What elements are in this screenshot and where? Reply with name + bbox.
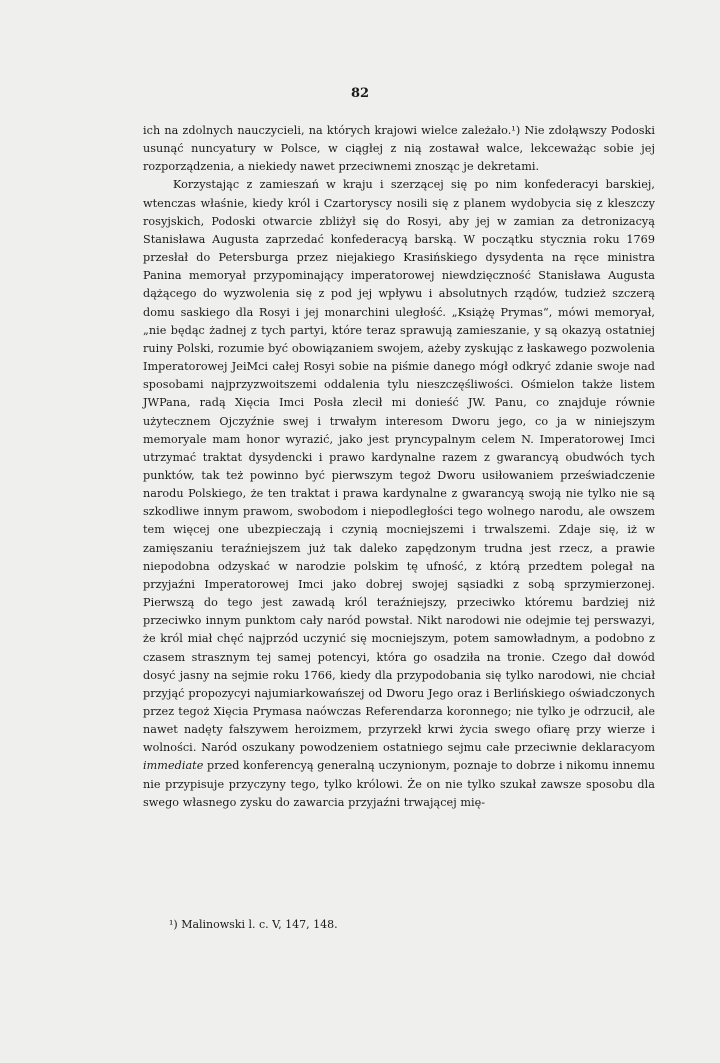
paragraph-2-tail: przed konferencyą generalną uczynionym, poznaje to dobrze i nikomu innemu nie przypisuje przyczyny tego, tylko królowi. Że on nie tylko szukał zawsze sposobu dla swego własnego zysku do zawarcia przyjaźni trwającej mię-: [143, 759, 655, 809]
body-text: [143, 122, 655, 812]
page-number: 82: [350, 86, 370, 101]
paragraph-2-text: Korzystając z zamieszań w kraju i szerzącej się po nim konfederacyi barskiej, wtenczas właśnie, kiedy król i Czartoryscy nosili się z planem wydobycia się z kleszczy rosyjskich, Podoski otwarcie zbliżył się do Rosyi, aby jej w zamian za detronizacyą Stanisława Augusta zaprzedać konfederacyą barską. W początku stycznia roku 1769 przesłał do Petersburga przez niejakiego Krasińskiego dysydenta na ręce ministra Panina memoryał przypominający imperatorowej niewdzięczność Stanisława Augusta dążącego do wyzwolenia się z pod jej wpływu i absolutnych rządów, tudzież szczerą domu saskiego dla Rosyi i jej monarchini uległość. „Książę Prymas“, mówi memoryał, „nie będąc żadnej z tych partyi, które teraz sprawują zamieszanie, y są okazyą ostatniej ruiny Polski, rozumie być obowiązaniem swojem, ażeby zyskując z łaskawego pozwolenia Imperatorowej JeiMci całej Rosyi sobie na piśmie danego mógł odkryć zdanie swoje nad sposobami najprzyzwoitszemi oddalenia tylu nieszczęśliwości. Ośmielon także listem JWPana, radą Xięcia Imci Posła zlecił mi donieść JW. Panu, co znajduje równie użytecznem Ojczyźnie swej i trwałym interesom Dworu jego, co ja w niniejszym memoryale mam honor wyrazić, jako jest pryncypalnym celem N. Imperatorowej Imci utrzymać traktat dysydencki i prawo kardynalne razem z gwarancyą obudwóch tych punktów, tak też powinno być pierwszym tegoż Dworu usiłowaniem przeświadczenie narodu Polskiego, że ten traktat i prawa kardynalne z gwarancyą swoją nie tylko nie są szkodliwe innym prawom, swobodom i niepodległości tego wolnego narodu, ale owszem tem więcej one ubezpieczają i czynią mocniejszemi i trwalszemi. Zdaje się, iż w zamięszaniu teraźniejszem już tak daleko zapędzonym trudna jest rzecz, a prawie niepodobna odzyskać w narodzie polskim tę ufność, z którą przedtem polegał na przyjaźni Imperatorowej Imci jako dobrej swojej sąsiadki z sobą sprzymierzonej. Pierwszą do tego jest zawadą król teraźniejszy, przeciwko któremu bardziej niż przeciwko innym punktom cały naród powstał. Nikt narodowi nie odejmie tej perswazyi, że król miał chęć najprzód uczynić się mocniejszym, potem samowładnym, a podobno z czasem strasznym tej samej potencyi, która go osadziła na tronie. Czego dał dowód dosyć jasny na sejmie roku 1766, kiedy dla przypodobania się tylko narodowi, nie chciał przyjąć propozycyi najumiarkowańszej od Dworu Jego oraz i Berlińskiego oświadczonych przez tegoż Xięcia Prymasa naówczas Referendarza koronnego; nie tylko je odrzucił, ale nawet nadęty fałszywem heroizmem, przyrzekł krwi życia swego ofiarę przy wierze i wolności. Naród oszukany powodzeniem ostatniego sejmu całe przeciwnie deklaracyom: [143, 178, 655, 755]
italic-term: immediate: [143, 759, 204, 773]
paragraph-2: [143, 176, 655, 811]
paragraph-1: ich na zdolnych nauczycieli, na których krajowi wielce zależało.¹) Nie zdołąwszy Podoski usunąć nuncyatury w Polsce, w ciągłej z nią zostawał walce, lekceważąc sobie jej rozporządzenia, a niekiedy nawet przeciwnemi znosząc je dekretami.: [143, 124, 655, 174]
footnote: ¹) Malinowski l. c. V, 147, 148.: [169, 918, 338, 931]
